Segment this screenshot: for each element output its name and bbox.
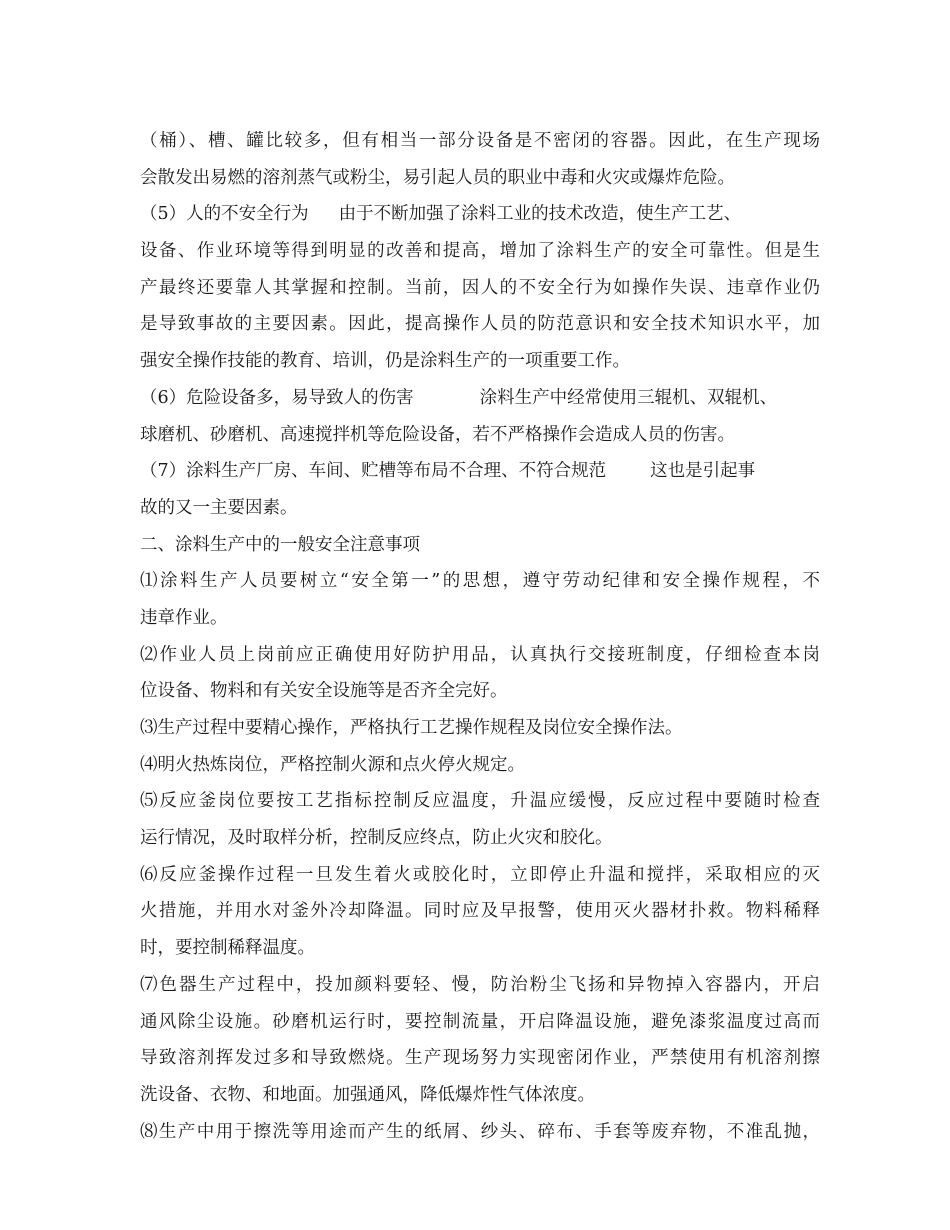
- text-line: 运行情况，及时取样分析，控制反应终点，防止火灾和胶化。: [140, 828, 613, 849]
- text-line: ⑹反应釜操作过程一旦发生着火或胶化时，立即停止升温和搅拌，采取相应的灭: [140, 864, 820, 885]
- text-line: ⑴涂料生产人员要树立“安全第一”的思想，遵守劳动纪律和安全操作规程，不: [140, 571, 820, 592]
- text-line-6-heading: [140, 380, 820, 417]
- section-5-text: 由于不断加强了涂料工业的技术改造，使生产工艺、: [338, 204, 742, 225]
- text-line: ⑵作业人员上岗前应正确使用好防护用品，认真执行交接班制度，仔细检查本岗: [140, 644, 820, 665]
- section-6-title: （6）危险设备多，易导致人的伤害: [140, 387, 414, 408]
- text-line: 通风除尘设施。砂磨机运行时，要控制流量，开启降温设施，避免漆浆温度过高而: [140, 1011, 820, 1032]
- text-line: 位设备、物料和有关安全设施等是否齐全完好。: [140, 681, 508, 702]
- text-line: 设备、作业环境等得到明显的改善和提高，增加了涂料生产的安全可靠性。但是生: [140, 241, 820, 262]
- text-line: 强安全操作技能的教育、培训，仍是涂料生产的一项重要工作。: [140, 351, 630, 372]
- text-line: 时，要控制稀释温度。: [140, 938, 315, 959]
- text-line: 火措施，并用水对釜外冷却降温。同时应及早报警，使用灭火器材扑救。物料稀释: [140, 901, 820, 922]
- text-line: 导致溶剂挥发过多和导致燃烧。生产现场努力实现密闭作业，严禁使用有机溶剂擦: [140, 1048, 820, 1069]
- text-line: 球磨机、砂磨机、高速搅拌机等危险设备，若不严格操作会造成人员的伤害。: [140, 424, 735, 445]
- section-heading: 二、涂料生产中的一般安全注意事项: [140, 534, 420, 555]
- text-line: 是导致事故的主要因素。因此，提高操作人员的防范意识和安全技术知识水平，加: [140, 314, 820, 335]
- section-6-text: 涂料生产中经常使用三辊机、双辊机、: [479, 387, 778, 408]
- text-line: ⑺色器生产过程中，投加颜料要轻、慢，防治粉尘飞扬和异物掉入容器内，开启: [140, 974, 820, 995]
- text-line: 会散发出易燃的溶剂蒸气或粉尘，易引起人员的职业中毒和火灾或爆炸危险。: [140, 167, 735, 188]
- text-line-5-heading: [140, 196, 820, 233]
- text-line: ⑻生产中用于擦洗等用途而产生的纸屑、纱头、碎布、手套等废弃物，不准乱抛，: [140, 1121, 820, 1142]
- text-line: 产最终还要靠人其掌握和控制。当前，因人的不安全行为如操作失误、违章作业仍: [140, 277, 820, 298]
- text-line: ⑶生产过程中要精心操作，严格执行工艺操作规程及岗位安全操作法。: [140, 718, 683, 738]
- section-7-text: 这也是引起事: [650, 461, 756, 482]
- section-5-title: （5）人的不安全行为: [140, 204, 309, 225]
- text-line: 违章作业。: [140, 607, 228, 628]
- text-line: 洗设备、衣物、和地面。加强通风，降低爆炸性气体浓度。: [140, 1084, 595, 1105]
- section-7-title: （7）涂料生产厂房、车间、贮槽等布局不合理、不符合规范: [140, 461, 607, 482]
- text-line: （桶）、槽、罐比较多，但有相当一部分设备是不密闭的容器。因此，在生产现场: [140, 131, 820, 151]
- text-line: ⑸反应釜岗位要按工艺指标控制反应温度，升温应缓慢，反应过程中要随时检查: [140, 791, 820, 812]
- text-line-7-heading: [140, 453, 820, 490]
- text-line: ⑷明火热炼岗位，严格控制火源和点火停火规定。: [140, 754, 525, 775]
- document-body: [140, 123, 820, 1150]
- text-line: 故的又一主要因素。: [140, 497, 298, 518]
